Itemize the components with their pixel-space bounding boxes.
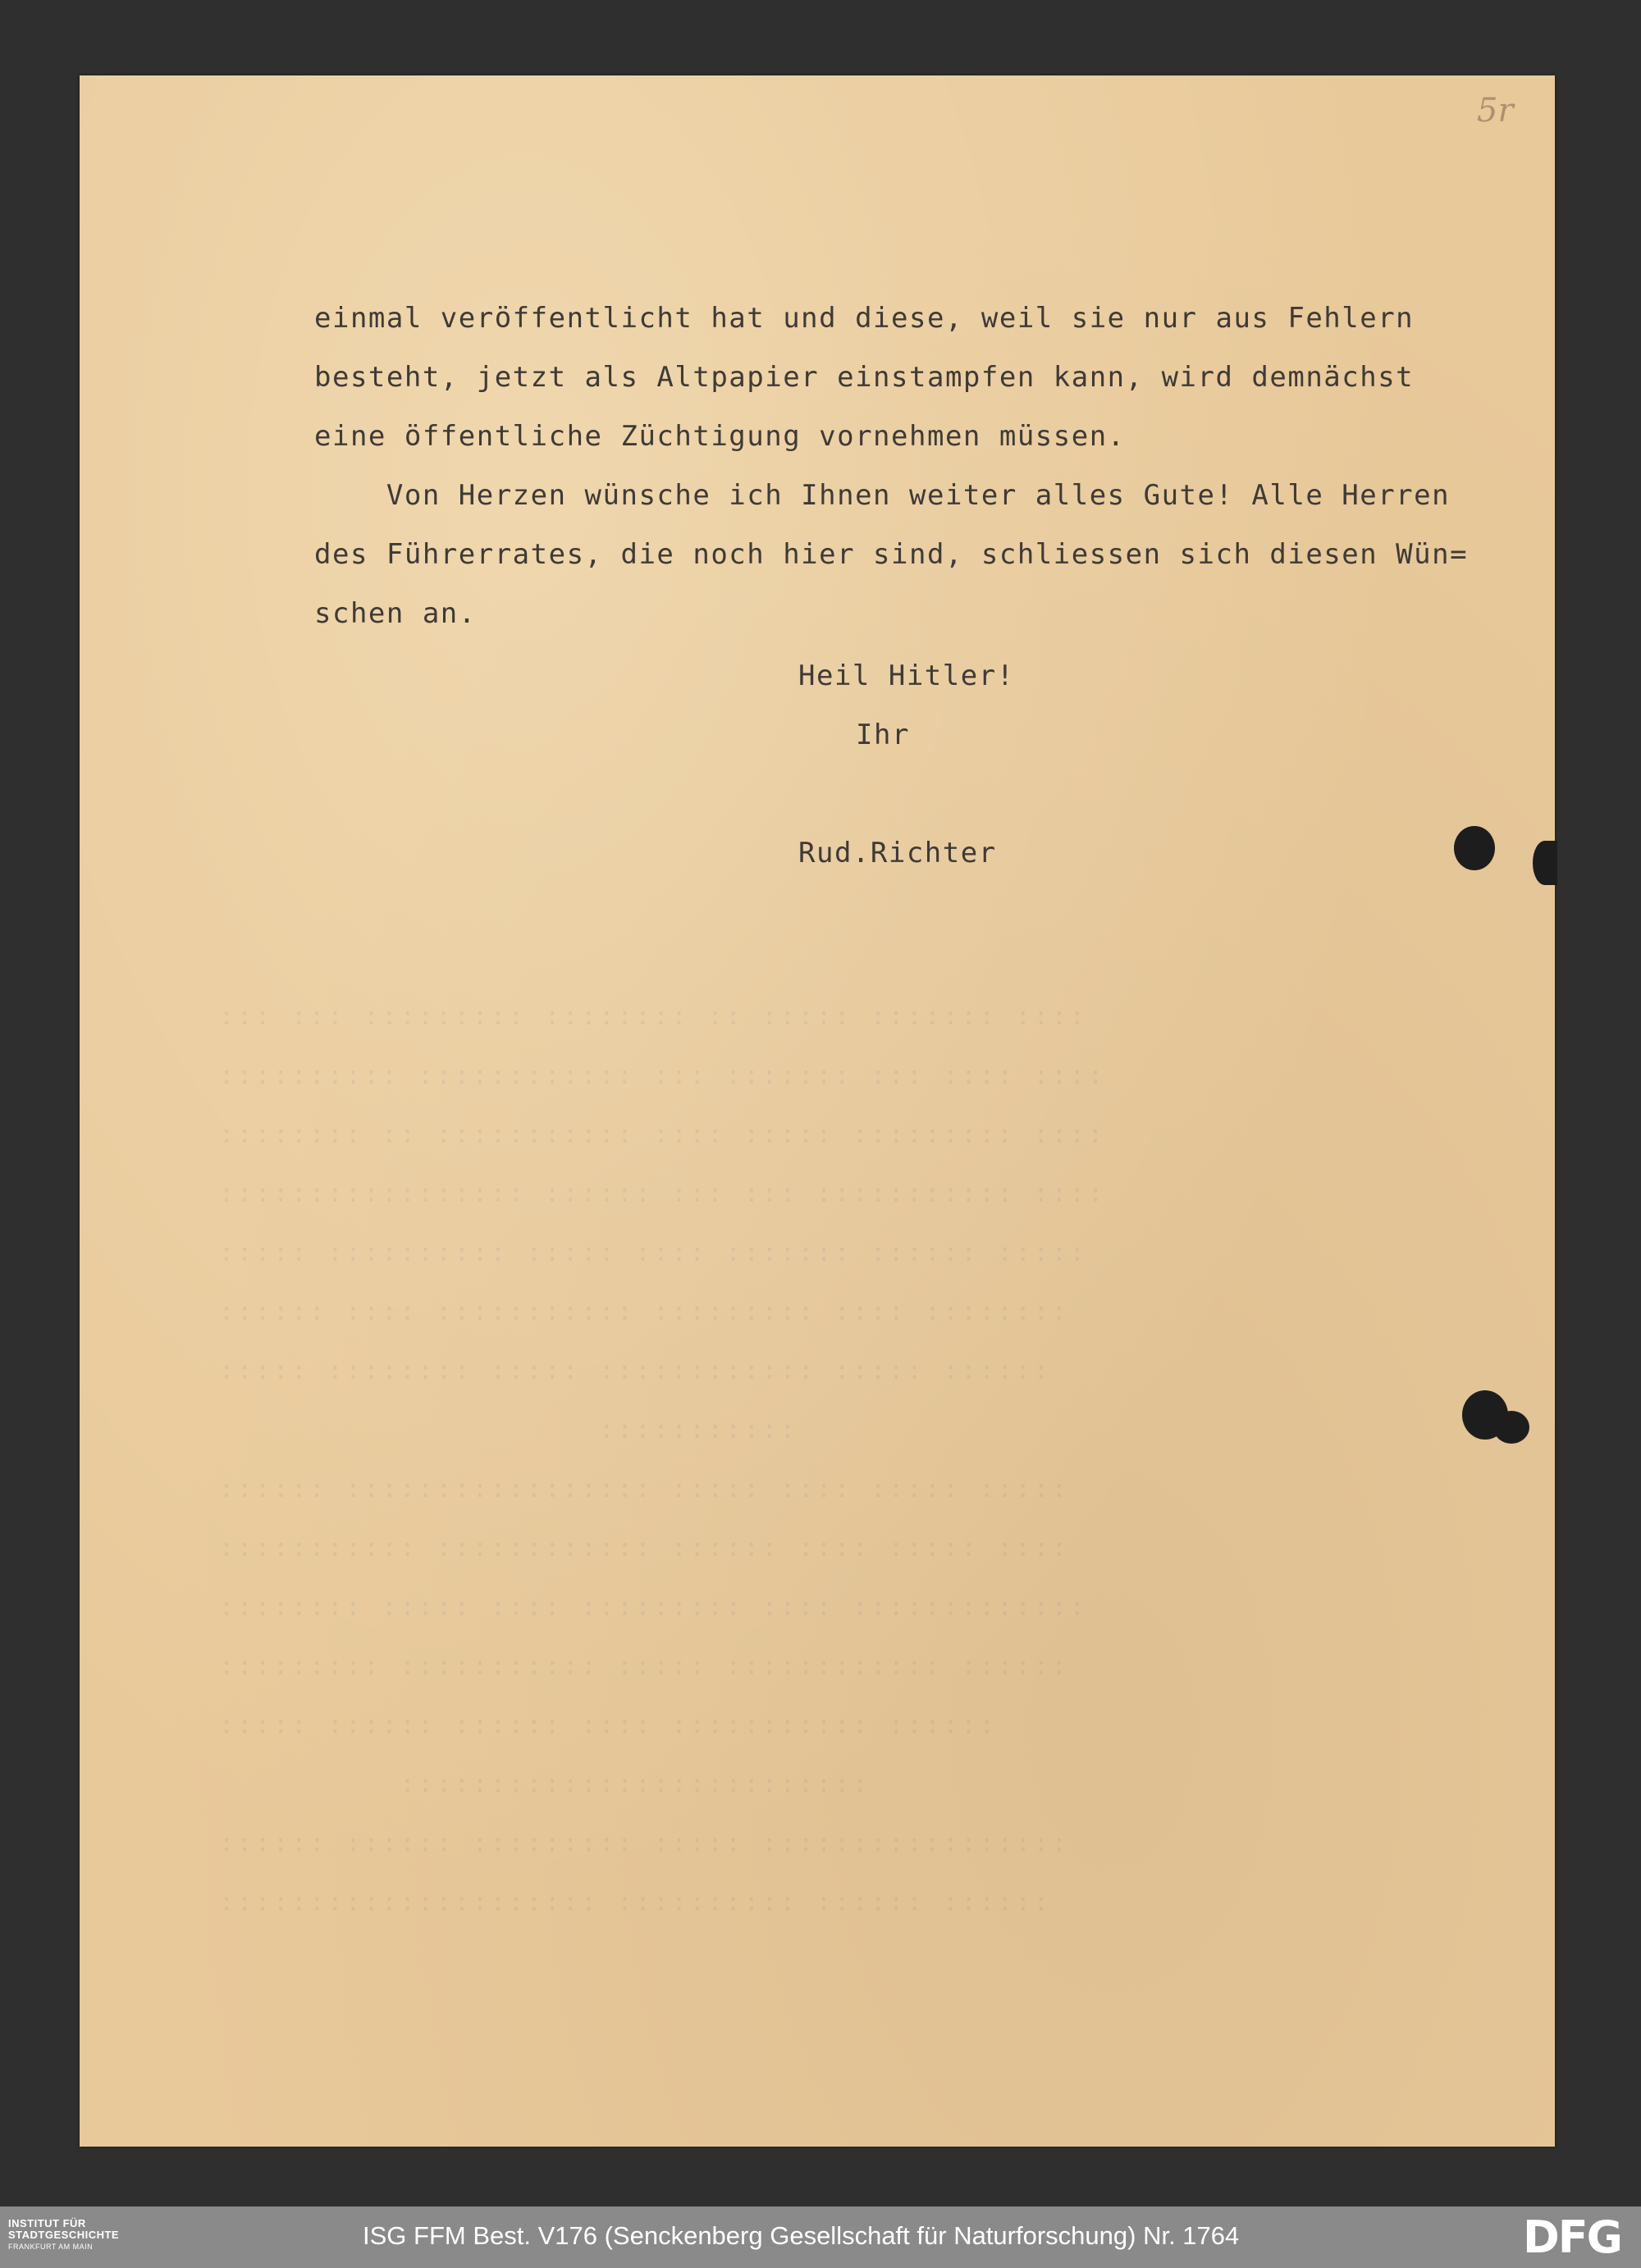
- punch-hole-edge-upper: [1533, 841, 1557, 885]
- institute-name-line: INSTITUT FÜR: [8, 2217, 86, 2229]
- institute-city-line: FRANKFURT AM MAIN: [8, 2243, 94, 2251]
- archive-caption: ISG FFM Best. V176 (Senckenberg Gesellschaft für Naturforschung) Nr. 1764: [363, 2221, 1240, 2250]
- punch-hole-upper: [1454, 826, 1495, 870]
- signature: Rud.Richter: [798, 837, 997, 869]
- show-through-text: ::: ::: ::::::::: :::::::: :: ::::: ::::::: :::: :::::::::: :::::::::::: ::: ::::::: ::: :::: :::: :::::::: :: ::::::::::: :::: ::::: ::::::::: :::: ::::::::::::::::: :::::: ::: ::: ::::::::::: :::: ::::: :::::::::: ::::: :::: ::::::: :::::: ::::: :::::: :::: ::::::::::: ::::::::: :::: :::::::: ::::: :::::::: ::::: :::::::::::: ::::: :::::: ::::::::::: :::::: ::::::::::::::::: ::::: :::: ::::: ::::: ::::::::::: :::::::::::: :::::: :::: ::::: :::: :::::::: ::::: :::: ::::::::: :::: ::::::::::::: ::::::::: ::::::::::: ::::: :::::::::::: :::::: ::::: :::::: :::::: :::: ::::::::::: :::::: :::::::::::::::::::::::::: :::::: :::::: ::::::::: ::::: ::::::::::::::::: ::::::::::::::::::::: :::::::::: :::::: ::::::: [219, 1002, 1107, 1917]
- body-line: des Führerrates, die noch hier sind, schliessen sich diesen Wün=: [314, 538, 1469, 571]
- institute-logo: [8, 2218, 119, 2252]
- body-line: schen an.: [314, 597, 477, 630]
- punch-hole-lower-tear: [1493, 1411, 1529, 1444]
- closing-phrase: Ihr: [856, 719, 910, 751]
- body-line: Von Herzen wünsche ich Ihnen weiter alles Gute! Alle Herren: [314, 479, 1451, 512]
- body-line: einmal veröffentlicht hat und diese, weil sie nur aus Fehlern: [314, 302, 1415, 335]
- body-line: eine öffentliche Züchtigung vornehmen müssen.: [314, 420, 1126, 453]
- dfg-logo: DFG: [1522, 2211, 1621, 2263]
- body-line: besteht, jetzt als Altpapier einstampfen kann, wird demnächst: [314, 361, 1415, 394]
- institute-name-line: STADTGESCHICHTE: [8, 2229, 120, 2241]
- greeting: Heil Hitler!: [798, 659, 1015, 692]
- archive-pencil-mark: 5r: [1477, 92, 1514, 130]
- archive-footer-bar: [0, 2206, 1641, 2268]
